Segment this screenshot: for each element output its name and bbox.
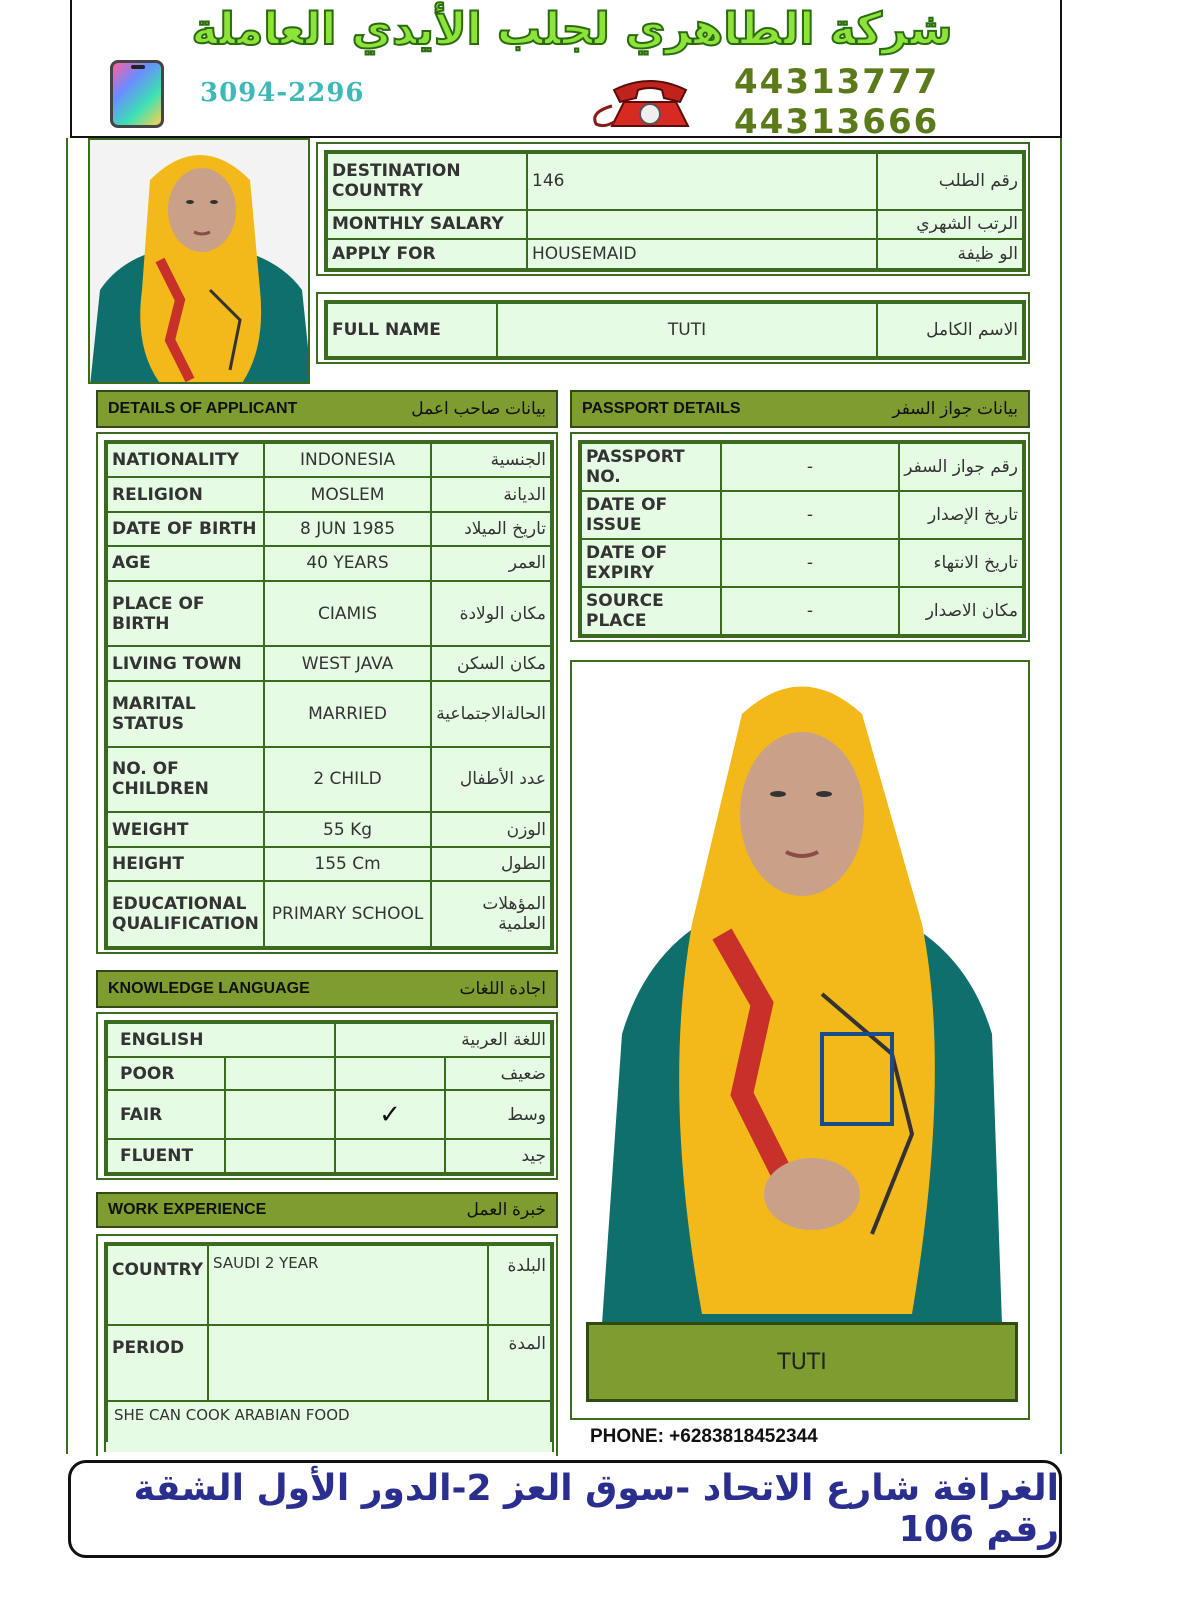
applicant-ar: المؤهلات العلمية [431, 881, 551, 947]
applicant-value: CIAMIS [264, 581, 431, 647]
experience-note: SHE CAN COOK ARABIAN FOOD [106, 1402, 552, 1442]
applicant-section-header [96, 390, 558, 428]
applicant-ar: الطول [431, 847, 551, 881]
footer-address-box [68, 1460, 1062, 1558]
table-row [581, 443, 1023, 491]
applicant-ar: عدد الأطفال [431, 747, 551, 813]
applicant-ar: تاريخ الميلاد [431, 512, 551, 546]
phone-line: PHONE: +6283818452344 [590, 1426, 818, 1447]
language-title: KNOWLEDGE LANGUAGE [108, 980, 310, 997]
country-value: SAUDI 2 YEAR [208, 1245, 488, 1325]
table-row [107, 1139, 551, 1173]
period-label: PERIOD [107, 1325, 208, 1401]
language-panel [96, 1012, 558, 1180]
passport-label: PASSPORT NO. [581, 443, 721, 491]
applicant-value: 55 Kg [264, 812, 431, 846]
monthly-salary-label: MONTHLY SALARY [327, 210, 527, 240]
english-poor-cell [225, 1057, 335, 1091]
table-row [107, 747, 551, 813]
applicant-value: INDONESIA [264, 443, 431, 477]
applicant-label: HEIGHT [107, 847, 264, 881]
applicant-ar: الوزن [431, 812, 551, 846]
applicant-label: RELIGION [107, 477, 264, 511]
passport-value: - [721, 587, 899, 635]
applicant-ar: العمر [431, 546, 551, 580]
table-row [107, 681, 551, 747]
language-section-header [96, 970, 558, 1008]
table-row [107, 847, 551, 881]
applicant-photo-small [88, 138, 310, 384]
table-row [327, 153, 1023, 210]
applicant-value: 2 CHILD [264, 747, 431, 813]
photo-caption-box [586, 1322, 1018, 1402]
company-name: شركة الطاهري لجلب الأيدي العاملة [191, 4, 953, 55]
applicant-ar: مكان الولادة [431, 581, 551, 647]
applicant-label: LIVING TOWN [107, 646, 264, 680]
passport-title: PASSPORT DETAILS [582, 400, 741, 417]
destination-country-ar: رقم الطلب [877, 153, 1023, 210]
level-fair-ar: وسط [445, 1090, 551, 1139]
full-name-table [326, 302, 1024, 358]
passport-label: DATE OF ISSUE [581, 491, 721, 539]
applicant-ar: الديانة [431, 477, 551, 511]
passport-panel [570, 432, 1030, 642]
applicant-label: PLACE OF BIRTH [107, 581, 264, 647]
applicant-panel [96, 432, 558, 954]
telephone-icon [584, 72, 716, 128]
applicant-value: MOSLEM [264, 477, 431, 511]
applicant-value: PRIMARY SCHOOL [264, 881, 431, 947]
destination-country-value: 146 [527, 153, 877, 210]
applicant-label: WEIGHT [107, 812, 264, 846]
table-row [107, 1090, 551, 1139]
table-row [107, 1023, 551, 1057]
applicant-value: MARRIED [264, 681, 431, 747]
arabic-fluent-cell [335, 1139, 445, 1173]
table-row [107, 812, 551, 846]
applicant-value: WEST JAVA [264, 646, 431, 680]
table-row [581, 587, 1023, 635]
passport-value: - [721, 443, 899, 491]
passport-value: - [721, 539, 899, 587]
level-fluent-ar: جيد [445, 1139, 551, 1173]
applicant-label: DATE OF BIRTH [107, 512, 264, 546]
experience-title: WORK EXPERIENCE [108, 1201, 267, 1218]
applicant-photo-large-frame [570, 660, 1030, 1420]
applicant-value: 8 JUN 1985 [264, 512, 431, 546]
table-row [107, 581, 551, 647]
applicant-ar: مكان السكن [431, 646, 551, 680]
smartphone-icon [110, 60, 164, 128]
passport-ar: تاريخ الانتهاء [899, 539, 1023, 587]
table-row [107, 512, 551, 546]
passport-section-header [570, 390, 1030, 428]
passport-table [580, 442, 1024, 636]
period-value [208, 1325, 488, 1401]
table-row [107, 1325, 551, 1401]
english-fluent-cell [225, 1139, 335, 1173]
phone-number-1: 44313777 [734, 62, 940, 102]
country-ar: البلدة [488, 1245, 551, 1325]
table-row [107, 477, 551, 511]
passport-label: SOURCE PLACE [581, 587, 721, 635]
apply-for-value: HOUSEMAID [527, 239, 877, 269]
table-row [581, 491, 1023, 539]
mobile-number: 3094-2296 [200, 78, 365, 108]
applicant-title-ar: بيانات صاحب اعمل [411, 399, 546, 418]
english-fair-cell [225, 1090, 335, 1139]
applicant-ar: الحالةالاجتماعية [431, 681, 551, 747]
english-column-header: ENGLISH [107, 1023, 335, 1057]
applicant-table [106, 442, 552, 948]
apply-for-ar: الو ظيفة [877, 239, 1023, 269]
applicant-label: NATIONALITY [107, 443, 264, 477]
top-info-table [326, 152, 1024, 270]
applicant-value: 40 YEARS [264, 546, 431, 580]
passport-ar: تاريخ الإصدار [899, 491, 1023, 539]
applicant-label: EDUCATIONAL QUALIFICATION [107, 881, 264, 947]
top-info-panel [316, 142, 1030, 276]
table-row [107, 1245, 551, 1325]
applicant-label: AGE [107, 546, 264, 580]
apply-for-label: APPLY FOR [327, 239, 527, 269]
header-banner [70, 0, 1062, 142]
level-poor-ar: ضعيف [445, 1057, 551, 1091]
passport-title-ar: بيانات جواز السفر [892, 399, 1018, 418]
applicant-value: 155 Cm [264, 847, 431, 881]
passport-ar: رقم جواز السفر [899, 443, 1023, 491]
level-fluent-label: FLUENT [107, 1139, 225, 1173]
full-name-value: TUTI [497, 303, 877, 357]
table-row [327, 303, 1023, 357]
monthly-salary-ar: الرتب الشهري [877, 210, 1023, 240]
destination-country-label: DESTINATION COUNTRY [327, 153, 527, 210]
table-row [107, 881, 551, 947]
table-row [107, 443, 551, 477]
applicant-title: DETAILS OF APPLICANT [108, 400, 298, 417]
table-row [107, 646, 551, 680]
full-name-label: FULL NAME [327, 303, 497, 357]
experience-section-header [96, 1192, 558, 1228]
photo-caption: TUTI [777, 1349, 827, 1375]
phone-number-2: 44313666 [734, 102, 940, 142]
applicant-label: MARITAL STATUS [107, 681, 264, 747]
passport-ar: مكان الاصدار [899, 587, 1023, 635]
applicant-photo-large [592, 674, 1012, 1324]
monthly-salary-value [527, 210, 877, 240]
experience-table [106, 1244, 552, 1402]
level-fair-label: FAIR [107, 1090, 225, 1139]
arabic-column-header: اللغة العربية [335, 1023, 551, 1057]
applicant-label: NO. OF CHILDREN [107, 747, 264, 813]
arabic-poor-cell [335, 1057, 445, 1091]
country-label: COUNTRY [107, 1245, 208, 1325]
experience-panel [96, 1234, 558, 1456]
period-ar: المدة [488, 1325, 551, 1401]
applicant-ar: الجنسية [431, 443, 551, 477]
arabic-fair-checkmark: ✓ [335, 1090, 445, 1139]
passport-label: DATE OF EXPIRY [581, 539, 721, 587]
table-row [107, 546, 551, 580]
experience-title-ar: خبرة العمل [466, 1200, 546, 1219]
table-row [581, 539, 1023, 587]
language-title-ar: اجادة اللغات [459, 979, 546, 998]
passport-value: - [721, 491, 899, 539]
table-row [327, 210, 1023, 240]
full-name-panel [316, 292, 1030, 364]
table-row [327, 239, 1023, 269]
level-poor-label: POOR [107, 1057, 225, 1091]
footer-address: الغرافة شارع الاتحاد -سوق العز 2-الدور الأول الشقة رقم 106 [133, 1468, 1059, 1550]
full-name-ar: الاسم الكامل [877, 303, 1023, 357]
table-row [107, 1057, 551, 1091]
language-table [106, 1022, 552, 1174]
